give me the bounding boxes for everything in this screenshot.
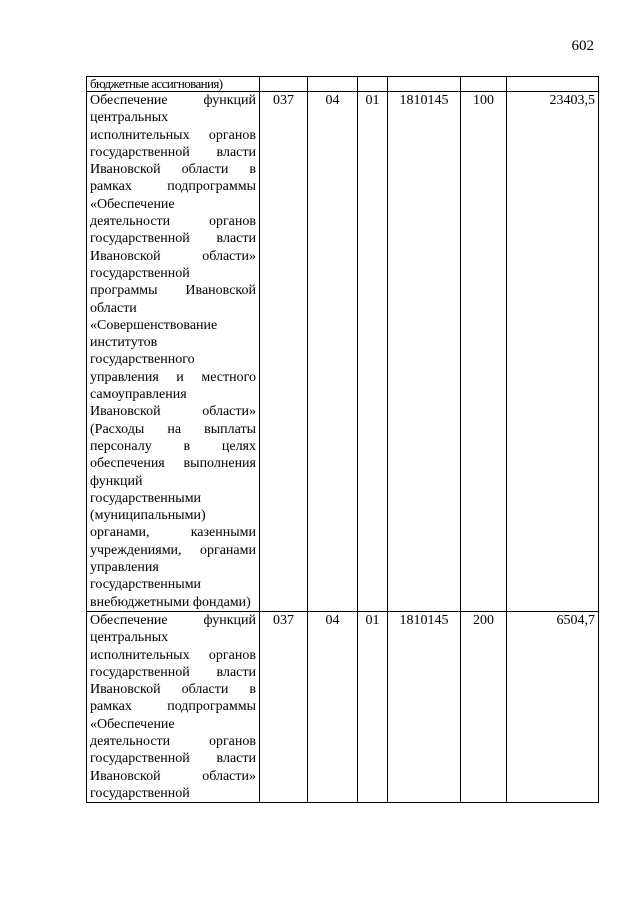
table-row: [87, 611, 599, 802]
subsection-code: [358, 77, 388, 92]
amount: 23403,5: [507, 92, 599, 612]
table-row: [87, 77, 599, 92]
budget-table: [86, 76, 599, 803]
target-article-code: 1810145: [388, 611, 461, 802]
amount: [507, 77, 599, 92]
expense-type-code: 200: [461, 611, 507, 802]
admin-code: [260, 77, 308, 92]
page-number: 602: [571, 38, 594, 54]
section-code: [308, 77, 358, 92]
section-code: 04: [308, 611, 358, 802]
expense-type-code: 100: [461, 92, 507, 612]
admin-code: 037: [260, 92, 308, 612]
subsection-code: 01: [358, 92, 388, 612]
item-name: бюджетные ассигнования): [87, 77, 260, 92]
item-name: Обеспечение функций центральных исполнительных органов государственной власти Ивановской области в рамках подпрограммы «Обеспечение деятельности органов государственной власти Ивановской области» государственной: [87, 611, 260, 802]
item-name: Обеспечение функций центральных исполнительных органов государственной власти Ивановской области в рамках подпрограммы «Обеспечение деятельности органов государственной власти Ивановской области» государственной программы Ивановской области «Совершенствование институтов государственного управления и местного самоуправления Ивановской области» (Расходы на выплаты персоналу в целях обеспечения выполнения функций государственными (муниципальными) органами, казенными учреждениями, органами управления государственными внебюджетными фондами): [87, 92, 260, 612]
admin-code: 037: [260, 611, 308, 802]
target-article-code: 1810145: [388, 92, 461, 612]
section-code: 04: [308, 92, 358, 612]
target-article-code: [388, 77, 461, 92]
amount: 6504,7: [507, 611, 599, 802]
subsection-code: 01: [358, 611, 388, 802]
expense-type-code: [461, 77, 507, 92]
table-row: [87, 92, 599, 612]
